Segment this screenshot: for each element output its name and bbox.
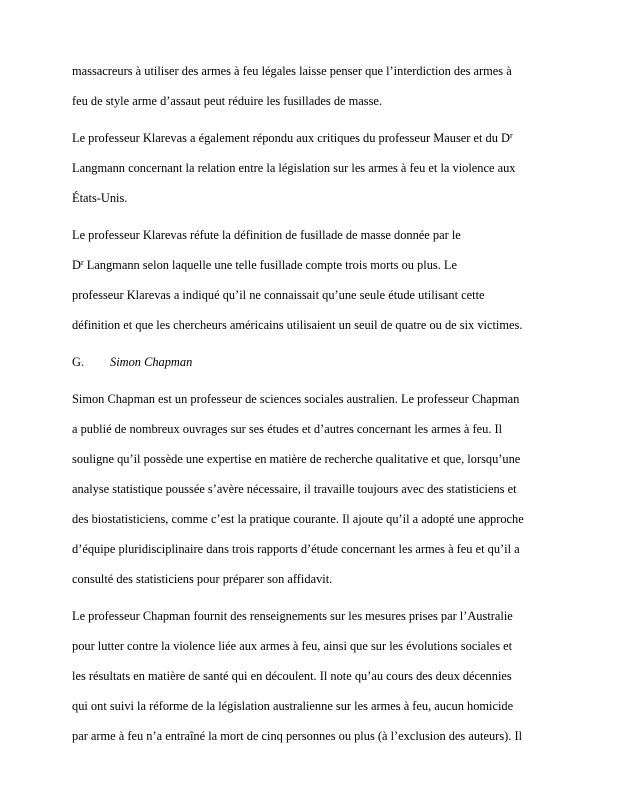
text-line: d’équipe pluridisciplinaire dans trois rapports d’étude concernant les armes à feu et qu’il a xyxy=(72,542,520,556)
paragraph xyxy=(72,220,556,340)
text-line: $D^r$ Langmann selon laquelle une telle fusillade compte trois morts ou plus. Le xyxy=(72,258,457,272)
paragraph xyxy=(72,123,556,213)
text-line: Le professeur Klarevas réfute la définition de fusillade de masse donnée par le xyxy=(72,228,461,242)
section-heading-title: Simon Chapman xyxy=(110,355,193,369)
text-line: analyse statistique poussée s’avère nécessaire, il travaille toujours avec des statisticiens et xyxy=(72,482,517,496)
text-line: feu de style arme d’assaut peut réduire les fusillades de masse. xyxy=(72,94,383,108)
section-heading-label: G. xyxy=(72,355,85,369)
text-line: professeur Klarevas a indiqué qu’il ne connaissait qu’une seule étude utilisant cette xyxy=(72,288,485,302)
text-line: Langmann concernant la relation entre la législation sur les armes à feu et la violence aux xyxy=(72,161,516,175)
text-line: souligne qu’il possède une expertise en matière de recherche qualitative et que, lorsqu’une xyxy=(72,452,521,466)
text-line: qui ont suivi la réforme de la législation australienne sur les armes à feu, aucun homicide xyxy=(72,699,514,713)
text-line: pour lutter contre la violence liée aux armes à feu, ainsi que sur les évolutions sociales et xyxy=(72,639,513,653)
superscript-text: r xyxy=(80,258,84,267)
text-line: par arme à feu n’a entraîné la mort de cinq personnes ou plus (à l’exclusion des auteurs). Il xyxy=(72,729,523,743)
section-heading xyxy=(72,347,556,377)
text-line: Le professeur Klarevas a également répondu aux critiques du professeur Mauser et du $D^r$ xyxy=(72,131,513,145)
text-line: Le professeur Chapman fournit des renseignements sur les mesures prises par l’Australie xyxy=(72,609,513,623)
superscript-text: r xyxy=(510,131,513,140)
paragraph xyxy=(72,384,556,594)
text-line: massacreurs à utiliser des armes à feu légales laisse penser que l’interdiction des armes à xyxy=(72,64,512,78)
paragraph xyxy=(72,601,556,751)
text-line: consulté des statisticiens pour préparer son affidavit. xyxy=(72,572,333,586)
text-line: Simon Chapman est un professeur de sciences sociales australien. Le professeur Chapman xyxy=(72,392,520,406)
document-text xyxy=(72,56,556,758)
text-line: définition et que les chercheurs américains utilisaient un seuil de quatre ou de six victimes. xyxy=(72,318,523,332)
text-line: les résultats en matière de santé qui en découlent. Il note qu’au cours des deux décennies xyxy=(72,669,512,683)
text-line: des biostatisticiens, comme c’est la pratique courante. Il ajoute qu’il a adopté une approche xyxy=(72,512,524,526)
text-line: États-Unis. xyxy=(72,191,128,205)
text-line: a publié de nombreux ouvrages sur ses études et d’autres concernant les armes à feu. Il xyxy=(72,422,503,436)
paragraph xyxy=(72,56,556,116)
